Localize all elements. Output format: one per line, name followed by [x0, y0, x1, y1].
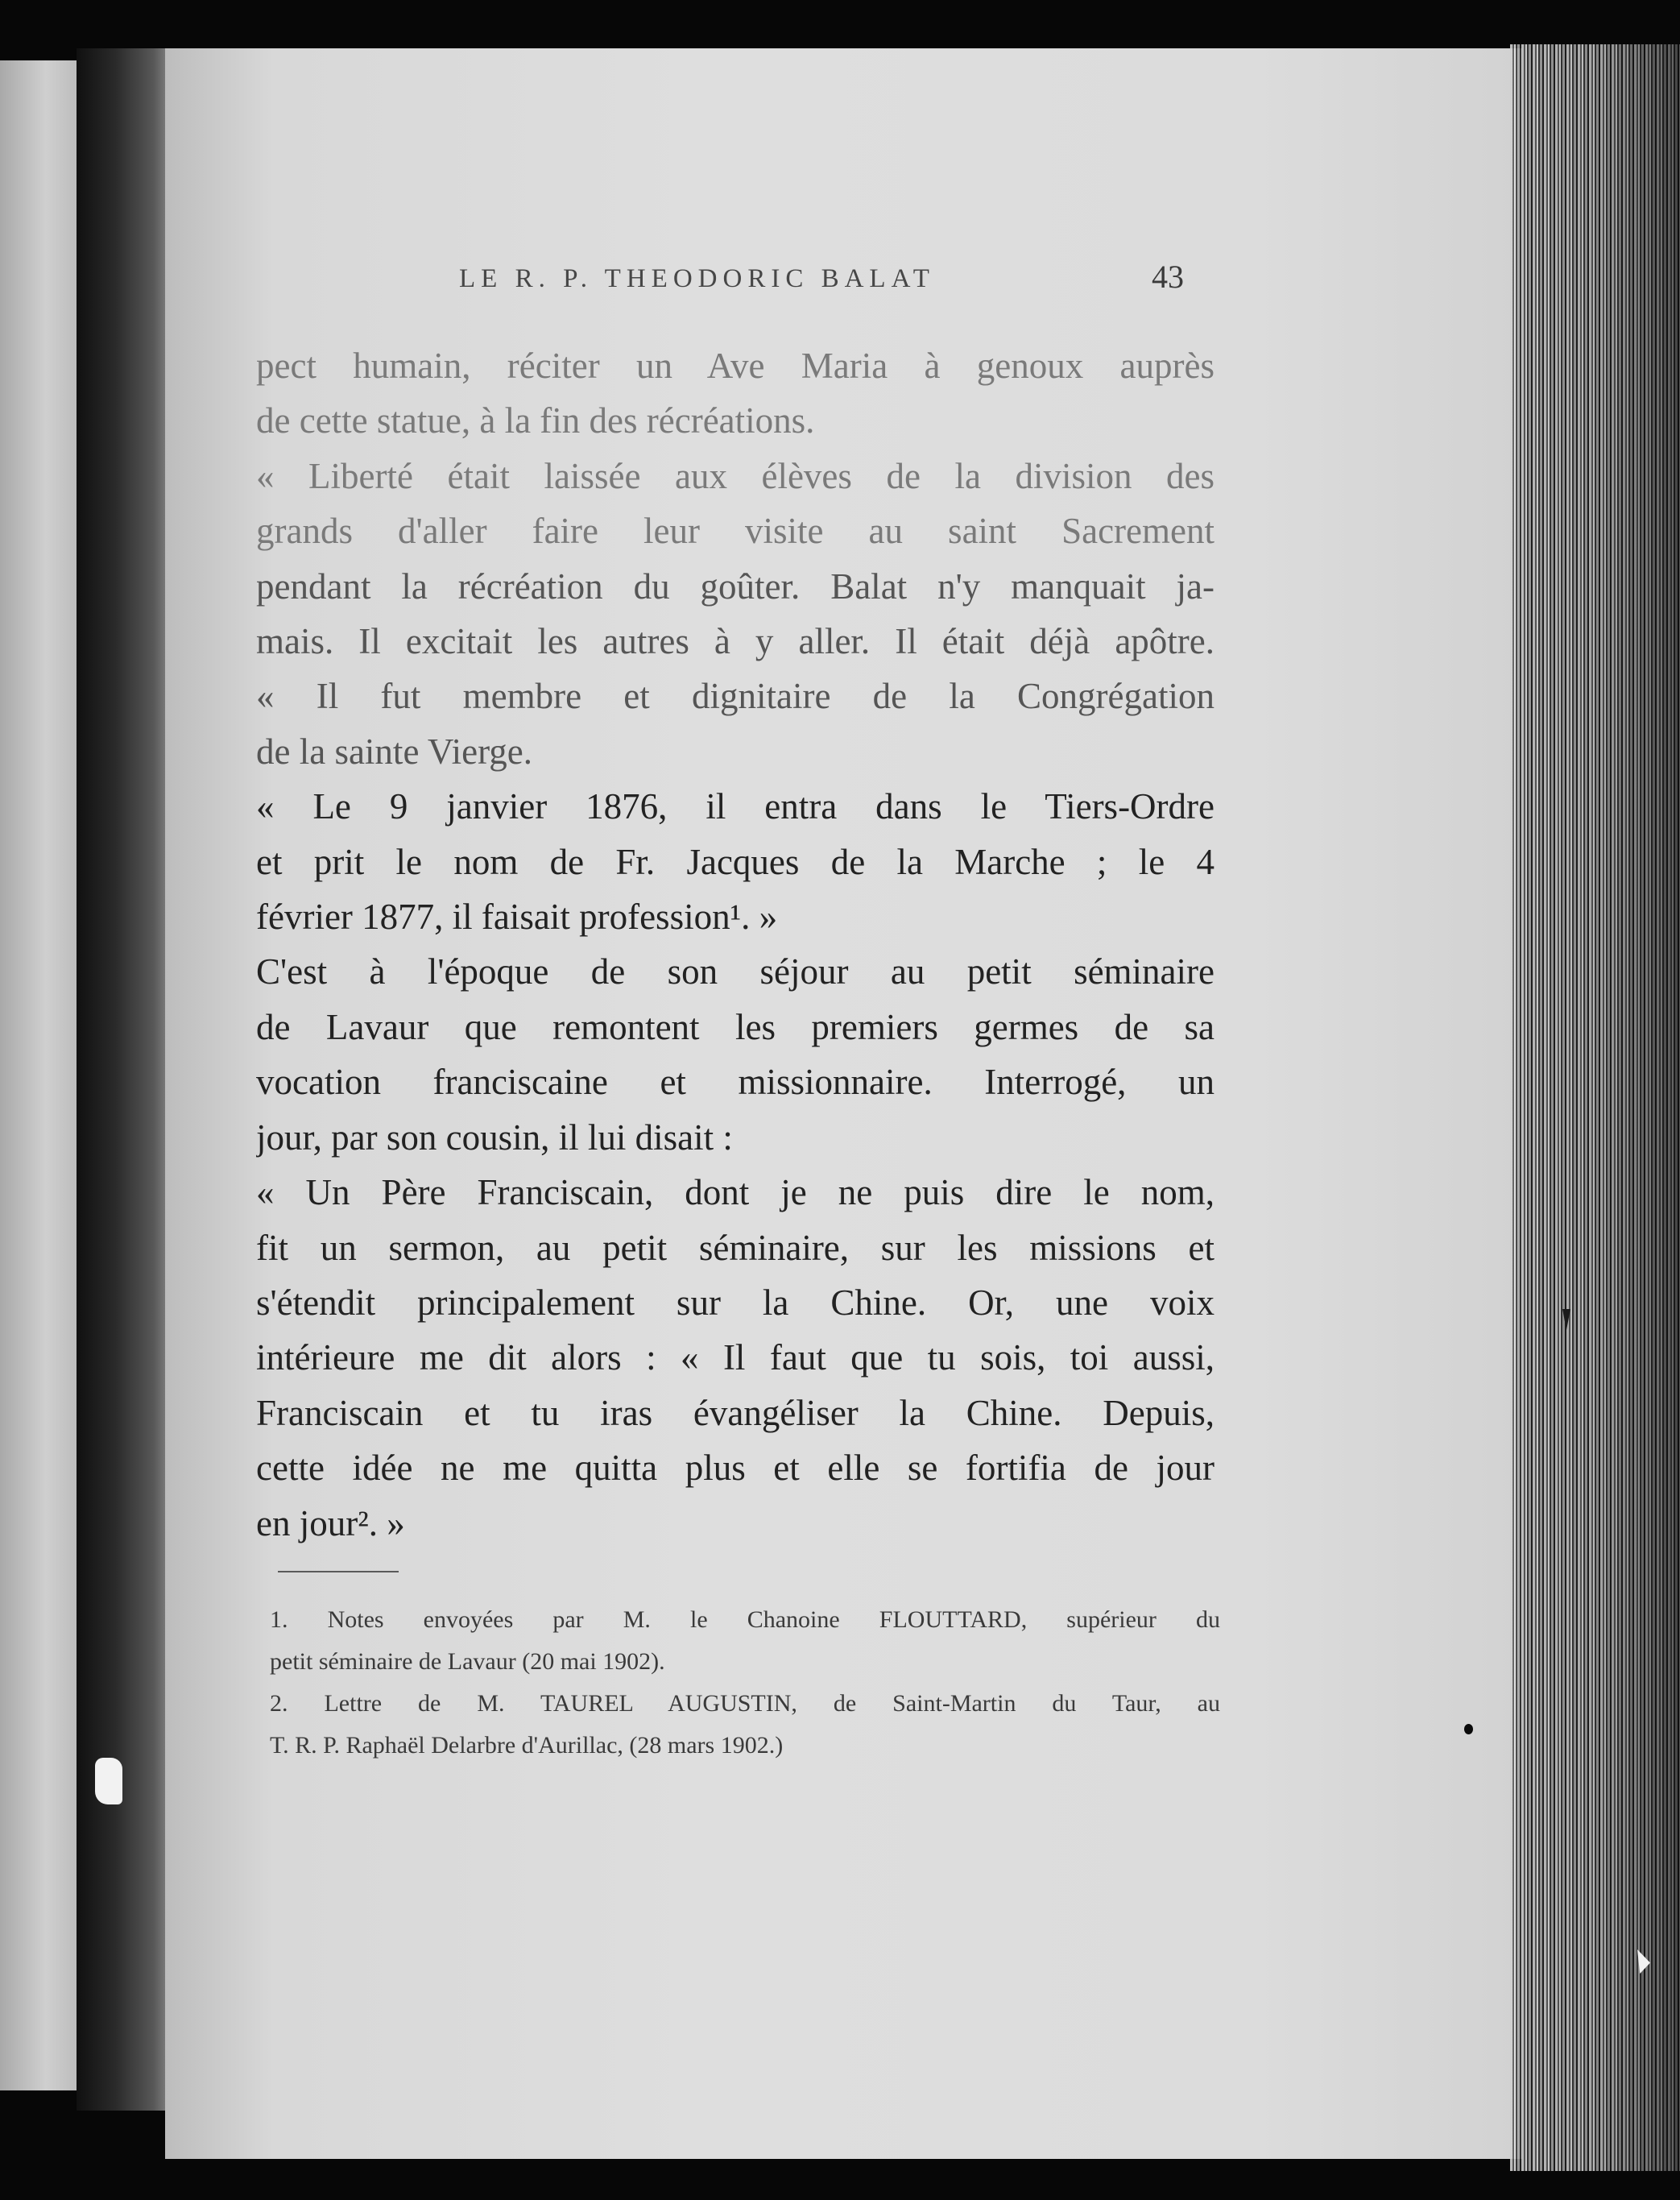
footnote-line: petit séminaire de Lavaur (20 mai 1902). [270, 1648, 665, 1675]
text-line: février 1877, il faisait profession¹. » [256, 897, 778, 938]
text-line: mais. Il excitait les autres à y aller. Il était déjà apôtre. [256, 621, 1214, 662]
text-line: Franciscain et tu iras évangéliser la Chine. Depuis, [256, 1392, 1214, 1433]
text-line: de Lavaur que remontent les premiers germes de sa [256, 1006, 1214, 1047]
text-line: vocation franciscaine et missionnaire. Interrogé, un [256, 1062, 1214, 1103]
text-line: « Liberté était laissée aux élèves de la division des [256, 455, 1214, 496]
text-line: grands d'aller faire leur visite au saint Sacrement [256, 511, 1214, 552]
running-head: LE R. P. THEODORIC BALAT [459, 264, 935, 293]
text-line: de la sainte Vierge. [256, 731, 533, 772]
text-line: C'est à l'époque de son séjour au petit séminaire [256, 951, 1214, 992]
text-line: pect humain, réciter un Ave Maria à genoux auprès [256, 346, 1214, 386]
ink-dot [1464, 1724, 1473, 1734]
footnote-rule [278, 1571, 399, 1572]
facing-page-edge [0, 60, 77, 2090]
text-line: fit un sermon, au petit séminaire, sur les missions et [256, 1227, 1214, 1268]
text-line: en jour². » [256, 1502, 405, 1543]
page-edges-shadow [1510, 44, 1680, 2171]
footnotes [270, 1599, 1220, 1767]
text-line: jour, par son cousin, il lui disait : [256, 1117, 733, 1158]
footnote-line: 2. Lettre de M. TAUREL AUGUSTIN, de Saint-Martin du Taur, au [270, 1690, 1220, 1717]
text-line: pendant la récréation du goûter. Balat n'y manquait ja- [256, 566, 1214, 607]
text-line: intérieure me dit alors : « Il faut que tu sois, toi aussi, [256, 1337, 1214, 1378]
body-text [256, 338, 1214, 1551]
scan-artifact-spot [95, 1758, 122, 1804]
footnote-line: 1. Notes envoyées par M. le Chanoine FLOUTTARD, supérieur du [270, 1606, 1220, 1633]
text-line: de cette statue, à la fin des récréations. [256, 400, 815, 441]
text-line: et prit le nom de Fr. Jacques de la Marche ; le 4 [256, 841, 1214, 882]
book-gutter [77, 48, 173, 2111]
text-line: cette idée ne me quitta plus et elle se fortifia de jour [256, 1448, 1214, 1489]
text-line: s'étendit principalement sur la Chine. Or, une voix [256, 1282, 1214, 1323]
page-number: 43 [1152, 259, 1184, 295]
footnote-line: T. R. P. Raphaël Delarbre d'Aurillac, (28 mars 1902.) [270, 1732, 784, 1759]
text-line: « Le 9 janvier 1876, il entra dans le Tiers-Ordre [256, 786, 1214, 827]
text-line: « Un Père Franciscain, dont je ne puis dire le nom, [256, 1172, 1214, 1213]
text-line: « Il fut membre et dignitaire de la Congrégation [256, 676, 1214, 717]
